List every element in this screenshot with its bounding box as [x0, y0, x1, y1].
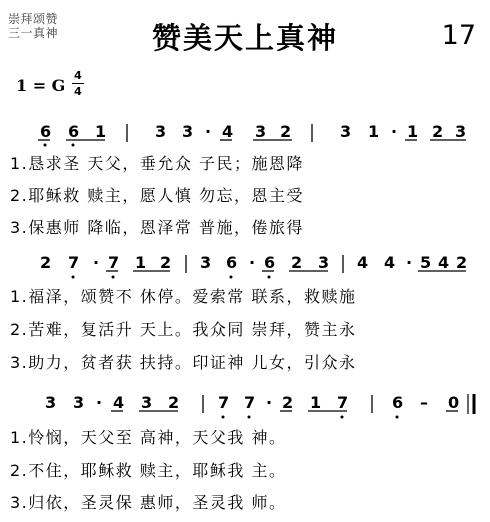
note: 3	[155, 122, 167, 141]
lyric-line: 1.福泽，颂赞不 休停。爱索常 联系，救赎施	[10, 287, 357, 306]
low-octave-dot	[222, 416, 225, 419]
note: 1	[135, 253, 147, 272]
note: 4	[113, 393, 125, 412]
dot: ·	[93, 253, 100, 272]
note: 1	[310, 393, 322, 412]
key-signature: 1 = G	[16, 76, 66, 95]
hymn-category-line-1: 崇拜颂赞	[8, 12, 59, 26]
note: 7	[108, 253, 120, 272]
dot: ·	[205, 122, 212, 141]
lyric-line: 3.归依，圣灵保 惠师，圣灵我 师。	[10, 493, 287, 512]
note: 2	[432, 122, 444, 141]
dot: ·	[406, 253, 413, 272]
note: 2	[456, 253, 468, 272]
note: 3	[141, 393, 153, 412]
note: 4	[384, 253, 396, 272]
lyric-line: 1.怜悯，天父至 高神，天父我 神。	[10, 428, 287, 447]
dot: ·	[266, 393, 273, 412]
note: 6	[68, 122, 80, 141]
dot: ·	[249, 253, 256, 272]
note: 2	[291, 253, 303, 272]
note: 7	[218, 393, 230, 412]
note: 2	[280, 122, 292, 141]
note: 6	[226, 253, 238, 272]
note: 4	[357, 253, 369, 272]
note: 6	[264, 253, 276, 272]
note: 3	[318, 253, 330, 272]
lyric-line: 2.苦难，复活升 天上。我众同 崇拜，赞主永	[10, 320, 357, 339]
hymn-number: 17	[441, 20, 476, 51]
note: 5	[420, 253, 432, 272]
hymn-title: 赞美天上真神	[151, 21, 338, 55]
low-octave-dot	[72, 144, 75, 147]
dash: –	[420, 393, 428, 412]
rest: 0	[448, 393, 460, 412]
low-octave-dot	[230, 276, 233, 279]
lyric-line: 3.保惠师 降临，恩泽常 普施，倦旅得	[10, 218, 304, 237]
low-octave-dot	[341, 416, 344, 419]
note: 1	[368, 122, 380, 141]
note: 3	[200, 253, 212, 272]
low-octave-dot	[248, 416, 251, 419]
note: 3	[45, 393, 57, 412]
lyric-line: 3.助力，贫者获 扶持。印证神 儿女，引众永	[10, 353, 357, 372]
low-octave-dot	[268, 276, 271, 279]
time-signature-bottom: 4	[74, 85, 82, 98]
low-octave-dot	[72, 276, 75, 279]
note: 2	[160, 253, 172, 272]
note: 3	[182, 122, 194, 141]
note: 1	[407, 122, 419, 141]
note: 4	[222, 122, 234, 141]
lyric-line: 1.恳求圣 天父，垂允众 子民；施恩降	[10, 154, 304, 173]
dot: ·	[391, 122, 398, 141]
system-3-notation	[45, 393, 474, 419]
lyric-line: 2.不住，耶稣救 赎主，耶稣我 主。	[10, 461, 287, 480]
lyric-line: 2.耶稣救 赎主，愿人慎 勿忘，恩主受	[10, 186, 304, 205]
hymn-category-line-2: 三一真神	[8, 26, 59, 40]
note: 6	[40, 122, 52, 141]
time-signature-top: 4	[74, 69, 82, 82]
system-2-notation	[40, 253, 467, 279]
low-octave-dot	[44, 144, 47, 147]
note: 2	[40, 253, 52, 272]
low-octave-dot	[396, 416, 399, 419]
note: 1	[95, 122, 107, 141]
note: 3	[340, 122, 352, 141]
dot: ·	[96, 393, 103, 412]
note: 3	[455, 122, 467, 141]
note: 3	[255, 122, 267, 141]
note: 7	[337, 393, 349, 412]
note: 2	[168, 393, 180, 412]
system-1-notation	[38, 122, 466, 147]
note: 7	[244, 393, 256, 412]
note: 7	[68, 253, 80, 272]
note: 3	[73, 393, 85, 412]
low-octave-dot	[112, 276, 115, 279]
note: 6	[392, 393, 404, 412]
note: 4	[438, 253, 450, 272]
note: 2	[282, 393, 294, 412]
